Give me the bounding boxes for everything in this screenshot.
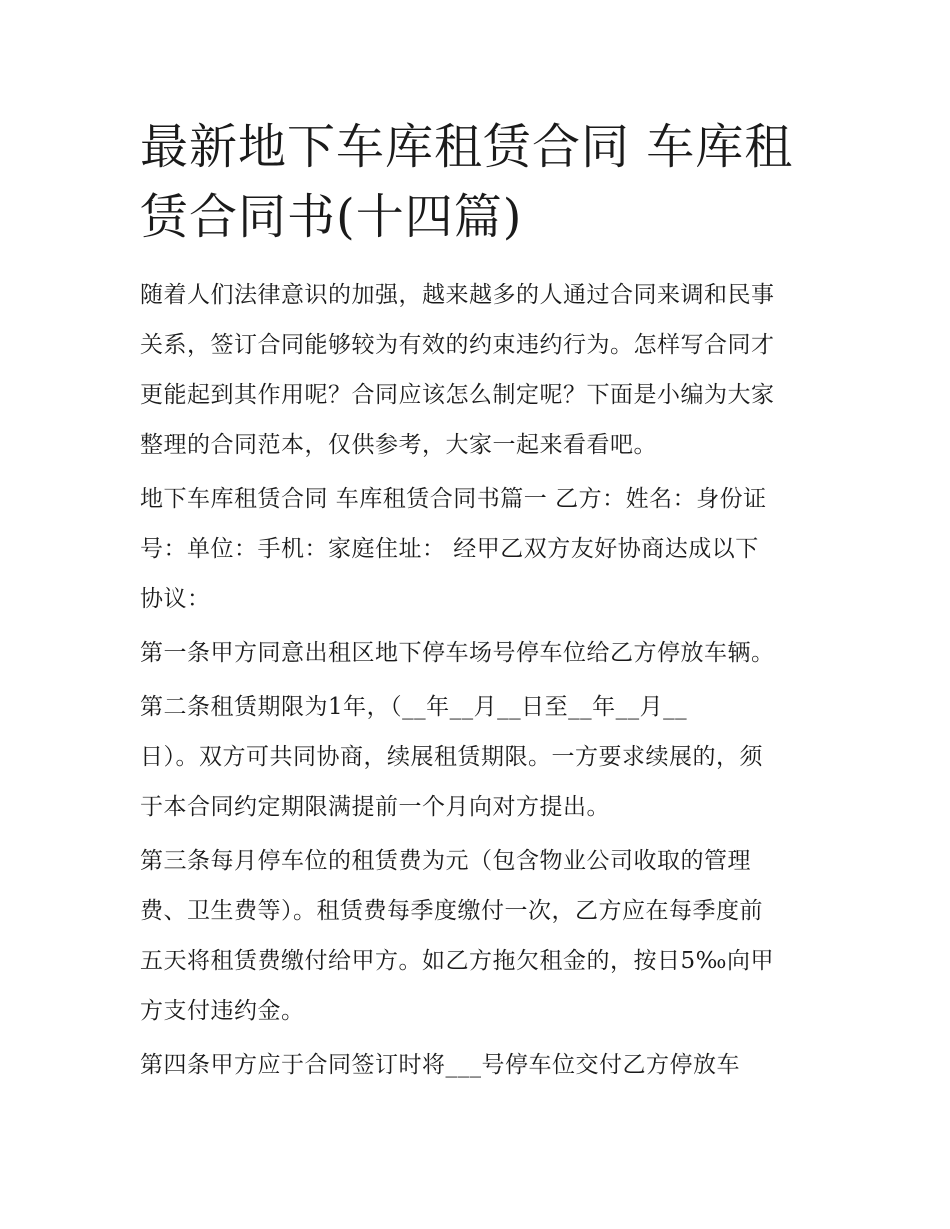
article-3-paragraph: 第三条每月停车位的租赁费为元（包含物业公司收取的管理 费、卫生费等）。租赁费每季度缴付一次，乙方应在每季度前 五天将租赁费缴付给甲方。如乙方拖欠租金的，按日5‰向甲 方支付违约金。 [140,848,774,1024]
document-title: 最新地下车库租赁合同 车库租 赁合同书(十四篇) [140,119,794,245]
intro-paragraph: 随着人们法律意识的加强，越来越多的人通过合同来调和民事 关系，签订合同能够较为有效的约束违约行为。怎样写合同才 更能起到其作用呢？合同应该怎么制定呢？下面是小编为大家 整理的合同范本，仅供参考，大家一起来看看吧。 [140,282,775,458]
document-body [140,112,816,1094]
article-1-paragraph: 第一条甲方同意出租区地下停车场号停车位给乙方停放车辆。 [140,640,775,666]
contract-parties-paragraph: 地下车库租赁合同 车库租赁合同书篇一 乙方：姓名：身份证 号：单位：手机：家庭住址： 经甲乙双方友好协商达成以下 协议： [140,486,767,612]
article-2-paragraph: 第二条租赁期限为1年，（__年__月__日至__年__月__ 日）。双方可共同协商，续展租赁期限。一方要求续展的，须 于本合同约定期限满提前一个月向对方提出。 [140,694,763,820]
article-4-paragraph: 第四条甲方应于合同签订时将___号停车位交付乙方停放车 [140,1052,740,1078]
